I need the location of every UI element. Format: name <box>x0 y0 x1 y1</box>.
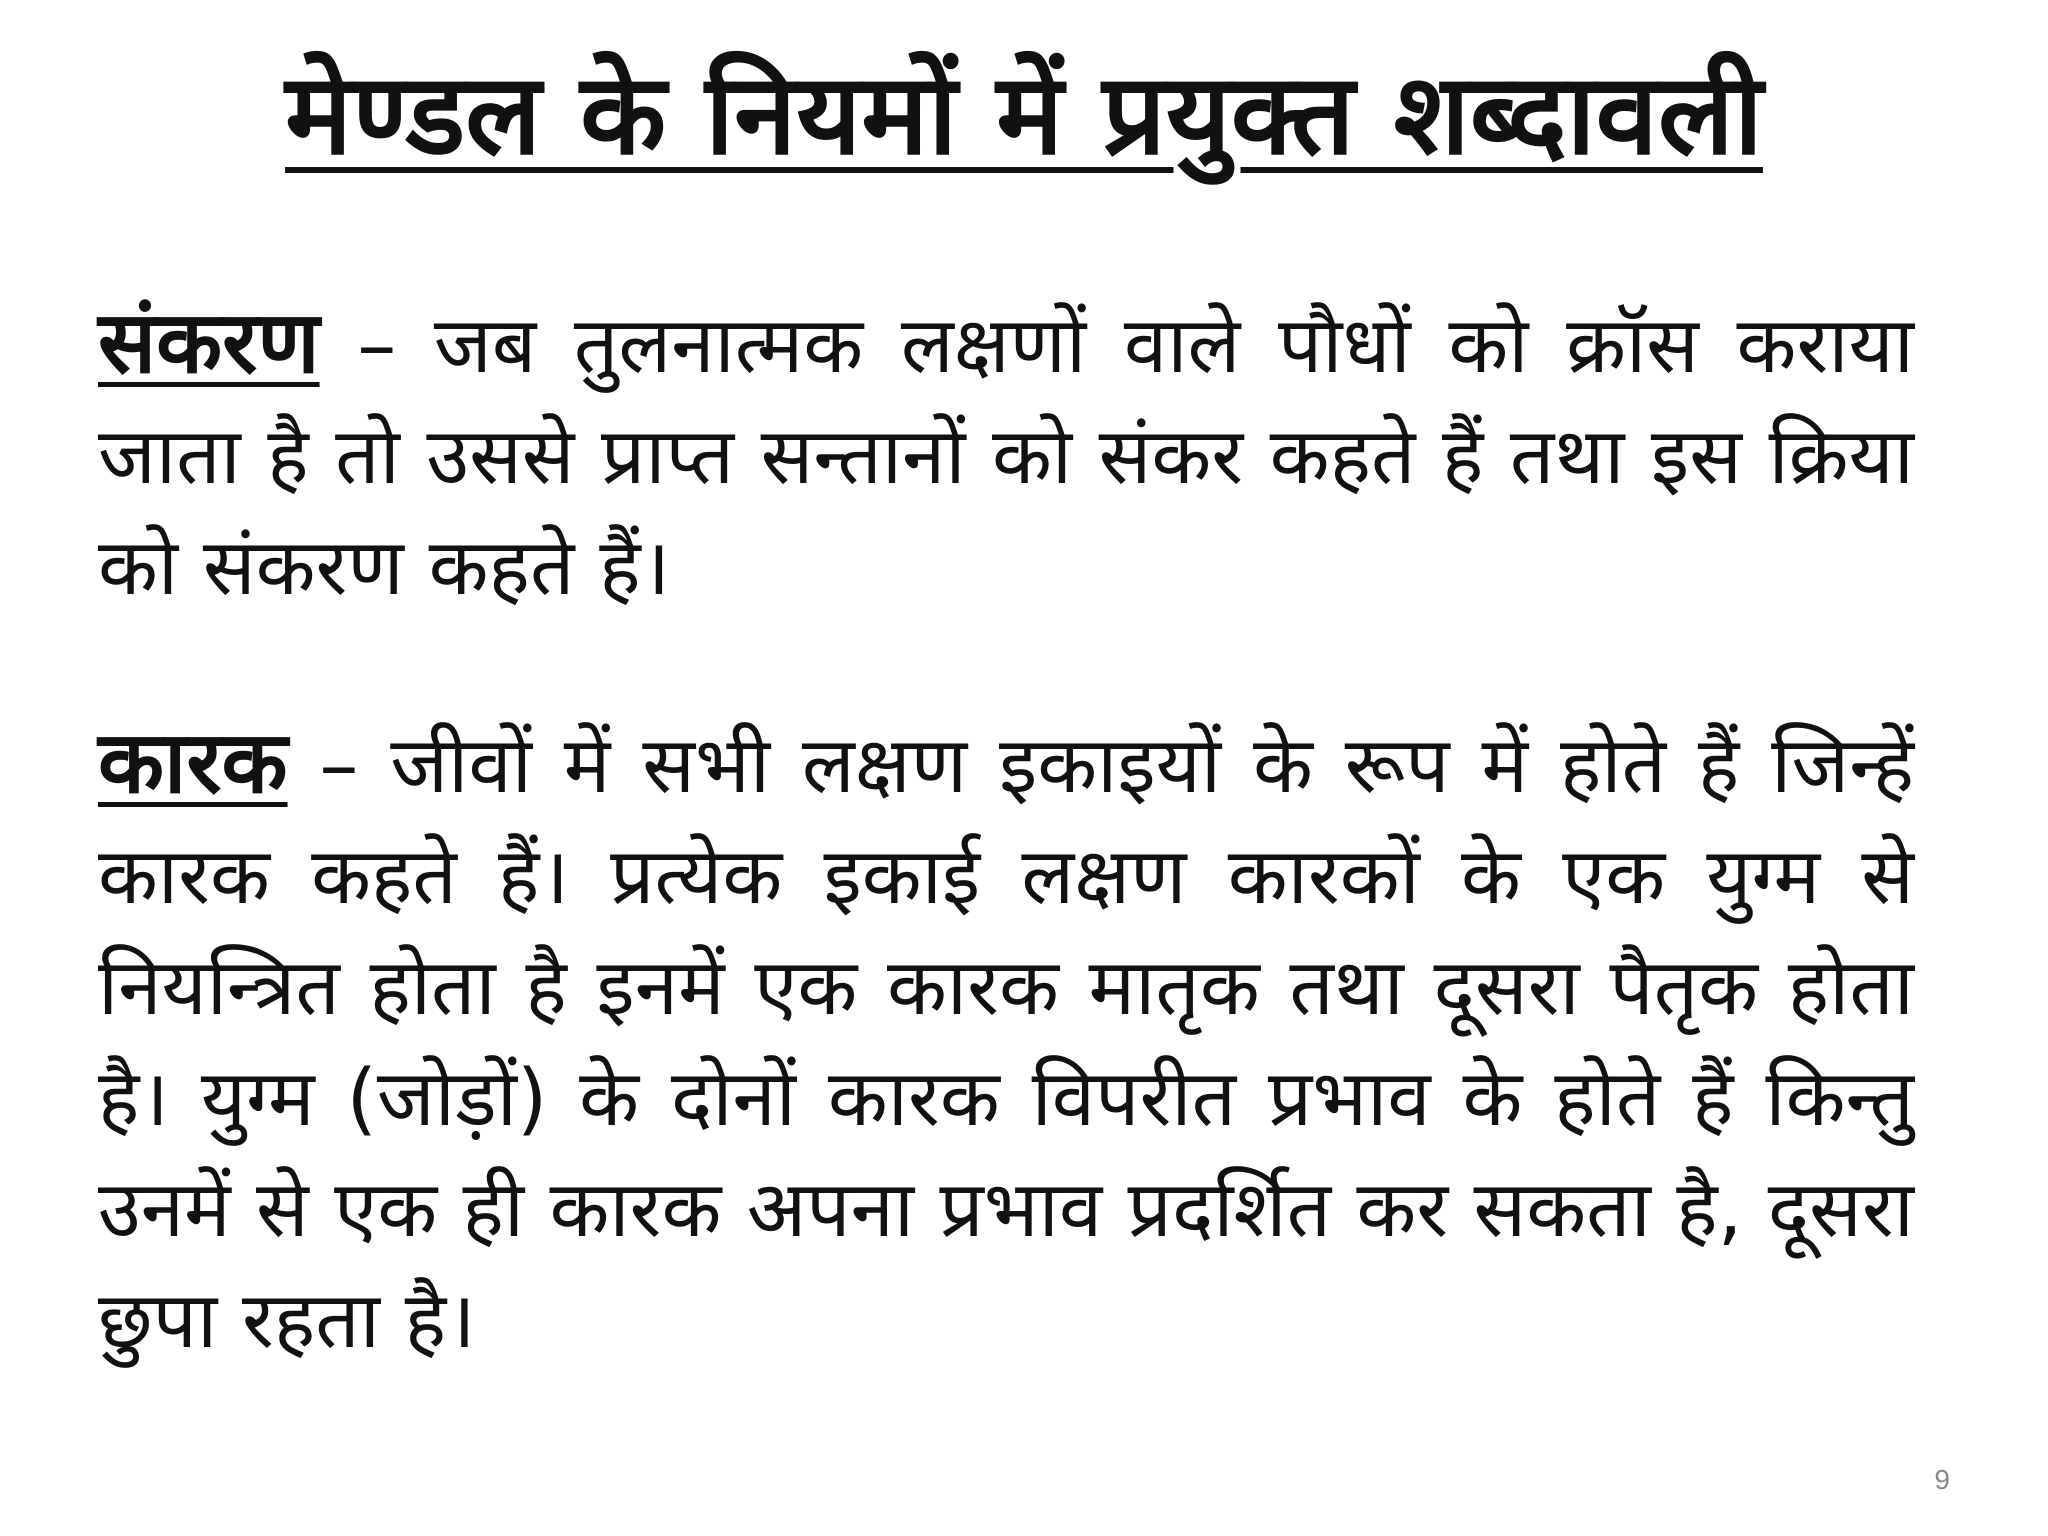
definition-factor <box>98 708 1914 1377</box>
definition-text: जब तुलनात्मक लक्षणों वाले पौधों को क्रॉस कराया जाता है तो उससे प्राप्त सन्तानों को संकर कहते हैं तथा इस क्रिया को संकरण कहते हैं। <box>98 301 1915 613</box>
definition-term: संकरण <box>98 293 320 393</box>
definition-separator: – <box>319 301 434 391</box>
page-number: 9 <box>1934 1464 1950 1495</box>
definition-text: जीवों में सभी लक्षण इकाइयों के रूप में होते हैं जिन्हें कारक कहते हैं। प्रत्येक इकाई लक्षण कारकों के एक युग्म से नियन्त्रित होता है इनमें एक कारक मातृक तथा दूसरा पैतृक होता है। युग्म (जोड़ों) के दोनों कारक विपरीत प्रभाव के होते हैं किन्तु उनमें से एक ही कारक अपना प्रभाव प्रदर्शित कर सकता है, दूसरा छुपा रहता है। <box>98 721 1914 1366</box>
definition-term: कारक <box>98 713 288 813</box>
definition-crossing <box>98 288 1914 624</box>
slide-title-text: मेण्डल के नियमों में प्रयुक्त शब्दावली <box>285 50 1763 180</box>
slide-title <box>0 40 2048 190</box>
definition-separator: – <box>287 721 391 811</box>
